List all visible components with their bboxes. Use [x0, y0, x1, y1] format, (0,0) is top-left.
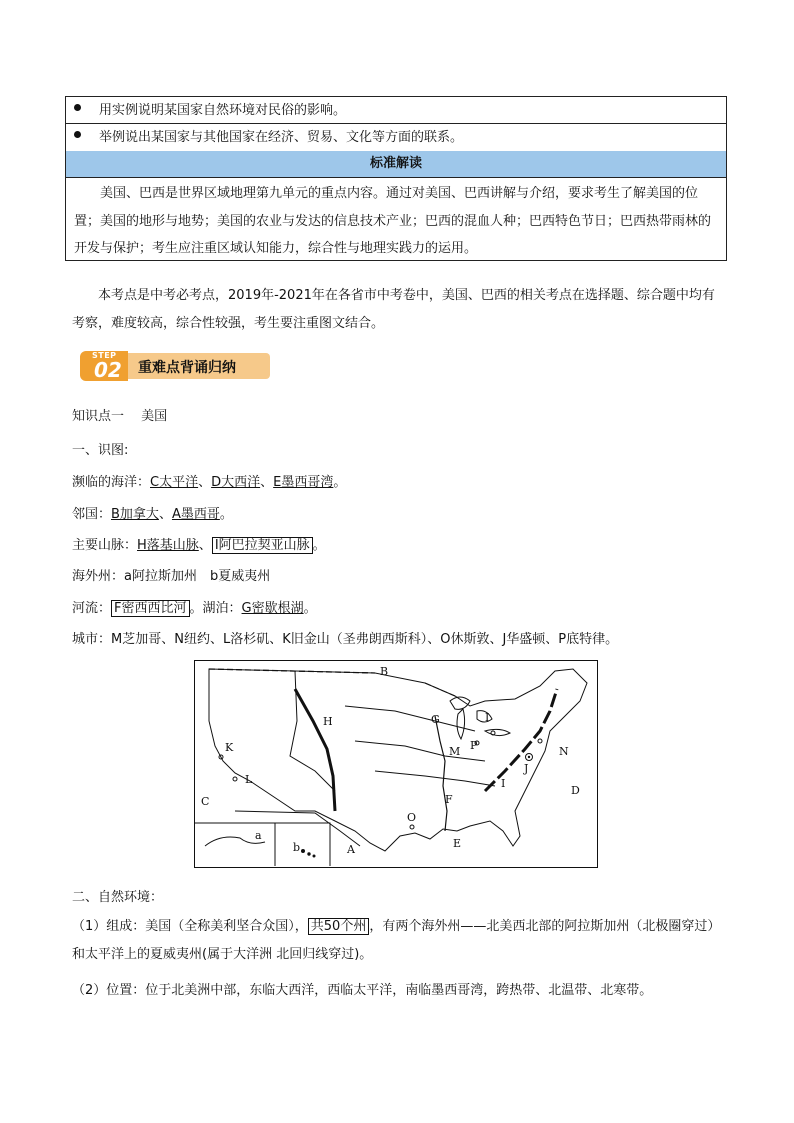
map-label-i-top: I	[485, 711, 490, 724]
river-item-boxed: F密西西比河	[111, 600, 189, 617]
neighbors-line: 邻国：B加拿大、A墨西哥。	[72, 507, 233, 522]
standard-item	[66, 97, 726, 124]
step-number: 02	[94, 358, 122, 382]
step-badge	[80, 349, 270, 381]
bullet-icon	[74, 131, 81, 138]
sea-item: E墨西哥湾	[273, 475, 334, 490]
map-label-i: I	[501, 777, 506, 790]
map-label-l: L	[245, 773, 253, 786]
section2-paragraph-2: （2）位置：位于北美洲中部，东临大西洋，西临太平洋，南临墨西哥湾，跨热带、北温带、北寒带。	[72, 983, 653, 998]
section2-title: 二、自然环境：	[72, 890, 164, 905]
overseas-items: a阿拉斯加州 b夏威夷州	[124, 569, 271, 584]
map-label-alaska: a	[255, 829, 262, 842]
map-label-c: C	[201, 795, 210, 808]
knowledge-heading: 知识点一 美国	[72, 409, 168, 424]
section2-p1-prefix: （1）组成：美国（全称美利坚合众国），	[72, 919, 308, 934]
cities-line	[72, 628, 618, 647]
sea-item: D大西洋	[211, 475, 261, 490]
standards-header: 标准解读	[66, 151, 726, 178]
step-title: 重难点背诵归纳	[138, 360, 236, 376]
lakes-label: 湖泊：	[202, 601, 242, 616]
map-label-f: F	[445, 793, 453, 806]
map-label-hawaii: b	[293, 841, 301, 854]
seas-label: 濒临的海洋：	[72, 475, 151, 490]
overseas-label: 海外州：	[72, 569, 125, 584]
intro-paragraph: 本考点是中考必考点，2019年-2021年在各省市中考卷中，美国、巴西的相关考点在选择题、综合题中均有考察，难度较高，综合性较强，考生要注重图文结合。	[72, 288, 715, 331]
standards-body: 美国、巴西是世界区域地理第九单元的重点内容。通过对美国、巴西讲解与介绍，要求考生了解美国的位置；美国的地形与地势；美国的农业与发达的信息技术产业；巴西的混血人种；巴西特色节日；巴西热带雨林的开发与保护；考生应注重区域认知能力，综合性与地理实践力的运用。	[74, 186, 712, 256]
neighbor-item: B加拿大	[111, 507, 159, 522]
map-label-m: M	[449, 745, 461, 758]
mountains-line: 主要山脉：H落基山脉、 I阿巴拉契亚山脉 。	[72, 538, 326, 553]
mountain-item-boxed: I阿巴拉契亚山脉	[212, 537, 313, 554]
map-label-p: P	[470, 739, 478, 752]
usa-map	[194, 660, 598, 868]
map-label-k: K	[225, 741, 234, 754]
step-word: STEP	[92, 351, 117, 360]
standard-text: 举例说出某国家与其他国家在经济、贸易、文化等方面的联系。	[99, 130, 464, 145]
standards-table	[65, 96, 727, 261]
cities-label: 城市：	[72, 632, 112, 647]
map-label-d: D	[571, 784, 580, 797]
neighbors-label: 邻国：	[72, 507, 112, 522]
overseas-line	[72, 565, 270, 584]
mountains-label: 主要山脉：	[72, 538, 138, 553]
section2-p1-suffix: ，有两个海外州——北美西北部的阿拉斯加州（北极圈穿过）和太平洋上的夏威夷州(属于大洋洲 北回归线穿过)。	[72, 919, 721, 962]
neighbor-item: A墨西哥	[171, 507, 220, 522]
bullet-icon	[74, 104, 81, 111]
map-label-n: N	[559, 745, 569, 758]
lake-item: G密歇根湖	[241, 601, 304, 616]
sea-item: C太平洋	[150, 475, 199, 490]
map-label-b: B	[380, 665, 389, 678]
section2-paragraph-1	[72, 913, 727, 969]
rivers-line: 河流： F密西西比河 。湖泊：G密歇根湖。	[72, 601, 317, 616]
map-label-g: G	[431, 713, 440, 726]
mountain-item: H落基山脉	[137, 538, 199, 553]
map-label-o: O	[407, 811, 417, 824]
map-label-h: H	[323, 715, 333, 728]
cities-text: M芝加哥、N纽约、L洛杉矶、K旧金山（圣弗朗西斯科）、O休斯敦、J华盛顿、P底特律。	[111, 632, 619, 647]
section2-p1-boxed: 共50个州	[308, 918, 370, 935]
seas-line: 濒临的海洋：C太平洋、D大西洋、E墨西哥湾。	[72, 475, 347, 490]
map-label-e: E	[453, 837, 462, 850]
map-label-j: J	[524, 762, 529, 775]
map-label-a: A	[347, 843, 355, 856]
rivers-label: 河流：	[72, 601, 112, 616]
standard-item	[66, 124, 726, 150]
standard-text: 用实例说明某国家自然环境对民俗的影响。	[99, 103, 347, 118]
section-heading: 一、识图:	[72, 443, 129, 458]
step-tab	[80, 351, 128, 381]
